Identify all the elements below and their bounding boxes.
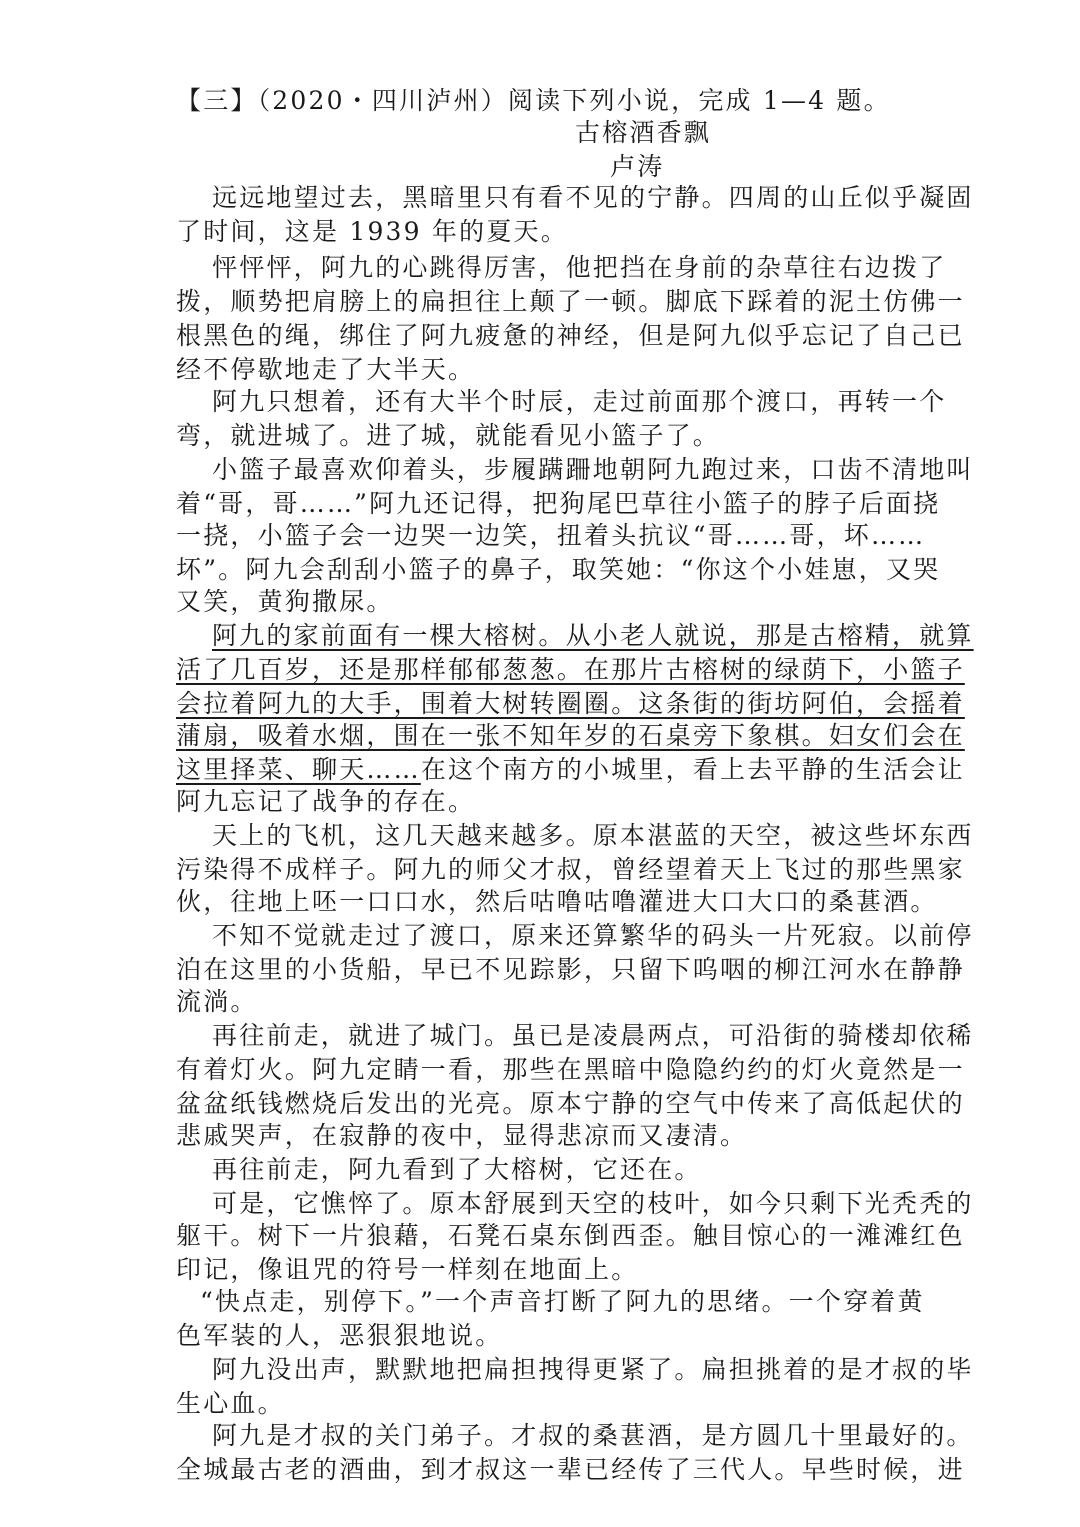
text-line — [212, 621, 974, 651]
story-title: 古榕酒香飘 — [575, 118, 712, 147]
line-text: 泊在这里的小货船，早已不见踪影，只留下呜咽的柳江河水在静静 — [176, 955, 965, 984]
text-line — [212, 1421, 974, 1451]
text-line — [200, 1287, 925, 1317]
line-text: 生心血。 — [176, 1389, 285, 1418]
line-text: 着“哥，哥……”阿九还记得，把狗尾巴草往小篮子的脖子后面挠 — [176, 489, 941, 518]
line-text: 在这个南方的小城里，看上去平静的生活会让 — [420, 755, 965, 784]
text-line — [212, 1189, 974, 1219]
line-text: 一挠，小篮子会一边哭一边笑，扭着头抗议“哥……哥，坏…… — [176, 521, 926, 550]
line-text: 了时间，这是 1939 年的夏天。 — [176, 217, 568, 246]
line-text: 躯干。树下一片狼藉，石凳石桌东倒西歪。触目惊心的一滩滩红色 — [176, 1221, 965, 1250]
text-line — [176, 587, 394, 617]
text-line — [212, 1355, 974, 1385]
text-line — [212, 821, 974, 851]
line-text: 盆盆纸钱燃烧后发出的光亮。原本宁静的空气中传来了高低起伏的 — [176, 1089, 965, 1118]
line-text: 再往前走，阿九看到了大榕树，它还在。 — [212, 1155, 702, 1184]
text-line — [176, 355, 475, 385]
line-text: 全城最古老的酒曲，到才叔这一辈已经传了三代人。早些时候，进 — [176, 1455, 965, 1484]
line-text: 天上的飞机，这几天越来越多。原本湛蓝的天空，被这些坏东西 — [212, 821, 974, 850]
text-line — [176, 217, 568, 247]
text-line — [176, 1055, 965, 1085]
line-text: 伙，往地上呸一口口水，然后咕噜咕噜灌进大口大口的桑葚酒。 — [176, 887, 938, 916]
text-line — [176, 489, 940, 519]
text-line — [176, 887, 938, 917]
text-line — [176, 655, 965, 685]
line-text: 有着灯火。阿九定睛一看，那些在黑暗中隐隐约约的灯火竟然是一 — [176, 1055, 965, 1084]
line-text: 经不停歇地走了大半天。 — [176, 355, 476, 384]
line-text: 污染得不成样子。阿九的师父才叔，曾经望着天上飞过的那些黑家 — [176, 855, 965, 884]
line-text: 又笑，黄狗撒尿。 — [176, 587, 394, 616]
text-line — [176, 1121, 747, 1151]
line-text: 印记，像诅咒的符号一样刻在地面上。 — [176, 1255, 639, 1284]
text-line — [212, 253, 946, 283]
underlined-text: 蒲扇，吸着水烟，围在一张不知年岁的石桌旁下象棋。妇女们会在 — [176, 721, 965, 750]
underlined-text: 活了几百岁，还是那样郁郁葱葱。在那片古榕树的绿荫下，小篮子 — [176, 655, 965, 684]
text-line — [176, 287, 965, 317]
line-text: 怦怦怦，阿九的心跳得厉害，他把挡在身前的杂草往右边拨了 — [212, 253, 947, 282]
text-line — [176, 955, 965, 985]
line-text: 阿九是才叔的关门弟子。才叔的桑葚酒，是方圆几十里最好的。 — [212, 1421, 974, 1450]
line-text: 悲戚哭声，在寂静的夜中，显得悲凉而又凄清。 — [176, 1121, 748, 1150]
text-line — [212, 1155, 702, 1185]
text-line — [176, 987, 258, 1017]
line-text: 阿九忘记了战争的存在。 — [176, 787, 476, 816]
question-header: 【三】（2020・四川泸州）阅读下列小说，完成 1—4 题。 — [176, 86, 891, 115]
text-line — [176, 321, 965, 351]
text-line — [176, 1255, 638, 1285]
line-text: 坏”。阿九会刮刮小篮子的鼻子，取笑她：“你这个小娃崽，又哭 — [176, 555, 941, 584]
text-line — [212, 183, 974, 213]
text-line — [176, 787, 475, 817]
text-line — [212, 921, 974, 951]
text-line — [176, 521, 925, 551]
line-text: 远远地望过去，黑暗里只有看不见的宁静。四周的山丘似乎凝固 — [212, 183, 974, 212]
line-text: 弯，就进城了。进了城，就能看见小篮子了。 — [176, 421, 721, 450]
text-line — [176, 555, 940, 585]
text-line — [176, 421, 720, 451]
line-text: 再往前走，就进了城门。虽已是凌晨两点，可沿街的骑楼却依稀 — [212, 1021, 974, 1050]
line-text: 不知不觉就走过了渡口，原来还算繁华的码头一片死寂。以前停 — [212, 921, 974, 950]
line-text: 阿九没出声，默默地把扁担拽得更紧了。扁担挑着的是才叔的毕 — [212, 1355, 974, 1384]
text-line — [176, 1089, 965, 1119]
text-line — [176, 1321, 502, 1351]
underlined-text: 这里择菜、聊天…… — [176, 755, 421, 784]
text-line — [176, 1221, 965, 1251]
line-text: 小篮子最喜欢仰着头，步履蹒跚地朝阿九跑过来，口齿不清地叫 — [212, 455, 974, 484]
text-line — [176, 1389, 285, 1419]
text-line — [212, 387, 946, 417]
text-line — [176, 1455, 965, 1485]
text-line — [212, 455, 974, 485]
underlined-text: 阿九的家前面有一棵大榕树。从小老人就说，那是古榕精，就算 — [212, 621, 974, 650]
line-text: 根黑色的绳，绑住了阿九疲惫的神经，但是阿九似乎忘记了自己已 — [176, 321, 965, 350]
line-text: “快点走，别停下。”一个声音打断了阿九的思绪。一个穿着黄 — [200, 1287, 925, 1316]
line-text: 阿九只想着，还有大半个时辰，走过前面那个渡口，再转一个 — [212, 387, 947, 416]
text-line — [176, 721, 965, 751]
line-text: 拨，顺势把肩膀上的扁担往上颠了一顿。脚底下踩着的泥土仿佛一 — [176, 287, 965, 316]
line-text: 可是，它憔悴了。原本舒展到天空的枝叶，如今只剩下光秃秃的 — [212, 1189, 974, 1218]
text-line — [176, 755, 965, 785]
line-text: 色军装的人，恶狠狠地说。 — [176, 1321, 503, 1350]
line-text: 流淌。 — [176, 987, 258, 1016]
text-line — [212, 1021, 974, 1051]
story-author: 卢涛 — [610, 152, 665, 181]
text-line — [176, 689, 965, 719]
underlined-text: 会拉着阿九的大手，围着大树转圈圈。这条街的街坊阿伯，会摇着 — [176, 689, 965, 718]
text-line — [176, 855, 965, 885]
